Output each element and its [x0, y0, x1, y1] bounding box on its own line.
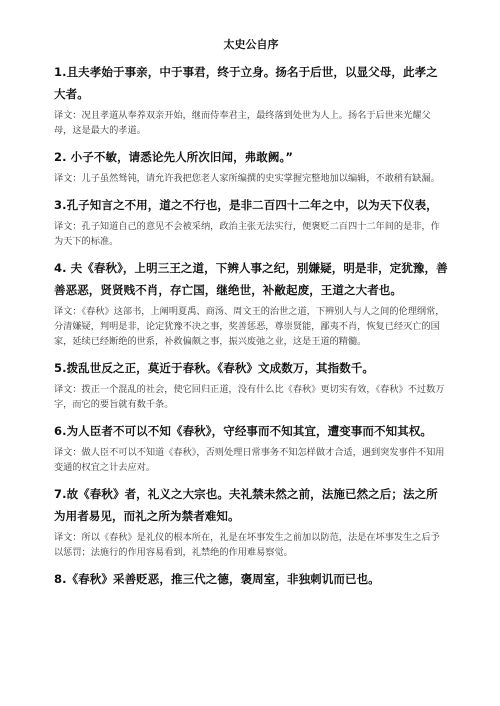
section-1-translation: 译文：况且孝道从奉养双亲开始，继而侍奉君主，最终落到处世为人上。扬名于后世来光耀父母，这是最大的孝道。 [54, 110, 431, 136]
section-5-translation: 译文：拨正一个混乱的社会，使它回归正道，没有什么比《春秋》更切实有效，《春秋》不过数万字，而它的要旨就有数千条。 [54, 384, 445, 410]
section-8 [54, 568, 448, 590]
document-title: 太史公自序 [223, 38, 279, 51]
section-2-translation: 译文：儿子虽然驽钝，请允许我把您老人家所编撰的史实掌握完整地加以编辑，不敢稍有缺漏。 [54, 173, 440, 184]
section-1-verse: 1.且夫孝始于事亲，中于事君，终于立身。扬名于后世，以显父母，此孝之大者。 [54, 65, 438, 101]
section-7-verse: 7.故《春秋》者，礼义之大宗也。夫礼禁未然之前，法施已然之后；法之所为用者易见，而礼之所为禁者难知。 [54, 487, 438, 523]
section-4 [54, 257, 448, 349]
section-1 [54, 61, 448, 138]
section-8-verse: 8.《春秋》采善贬恶，推三代之德，褒周室，非独刺讥而已也。 [54, 572, 380, 586]
section-2-verse: 2. 小子不敏，请悉论先人所次旧闻，弗敢阙。” [54, 150, 293, 164]
section-7-translation: 译文：所以《春秋》是礼仪的根本所在，礼是在坏事发生之前加以防范，法是在坏事发生之后予以惩罚；法施行的作用容易看到，礼禁绝的作用难易察觉。 [54, 532, 440, 558]
section-7 [54, 483, 448, 560]
section-4-translation: 译文：《春秋》这部书，上阐明夏禹、商汤、周文王的治世之道，下辨别人与人之间的伦理纲常，分清嫌疑，判明是非，论定犹豫不决之事，奖善惩恶，尊崇贤能，鄙夷不肖，恢复已经灭亡的国家，延续已经断绝的世系，补救偏颇之事，振兴废弛之业，这是王道的精髓。 [54, 306, 445, 347]
section-6-translation: 译文：做人臣不可以不知道《春秋》，否则处理日常事务不知怎样做才合适，遇到突发事件不知用变通的权宜之计去应对。 [54, 447, 445, 473]
section-6-verse: 6.为人臣者不可以不知《春秋》，守经事而不知其宜，遭变事而不知其权。 [54, 424, 433, 438]
section-2 [54, 146, 448, 186]
section-3-translation: 译文：孔子知道自己的意见不会被采纳，政治主张无法实行，便褒贬二百四十二年间的是非，作为天下的标准。 [54, 221, 440, 247]
section-3-verse: 3.孔子知言之不用，道之不行也，是非二百四十二年之中，以为天下仪表， [54, 198, 438, 212]
section-6 [54, 420, 448, 475]
section-5 [54, 357, 448, 412]
section-5-verse: 5.拨乱世反之正，莫近于春秋。《春秋》文成数万，其指数千。 [54, 361, 375, 375]
section-4-verse: 4. 夫《春秋》，上明三王之道，下辨人事之纪，别嫌疑，明是非，定犹豫，善善恶恶，贤贤贱不肖，存亡国，继绝世，补敝起废，王道之大者也。 [54, 261, 448, 297]
section-3 [54, 194, 448, 249]
